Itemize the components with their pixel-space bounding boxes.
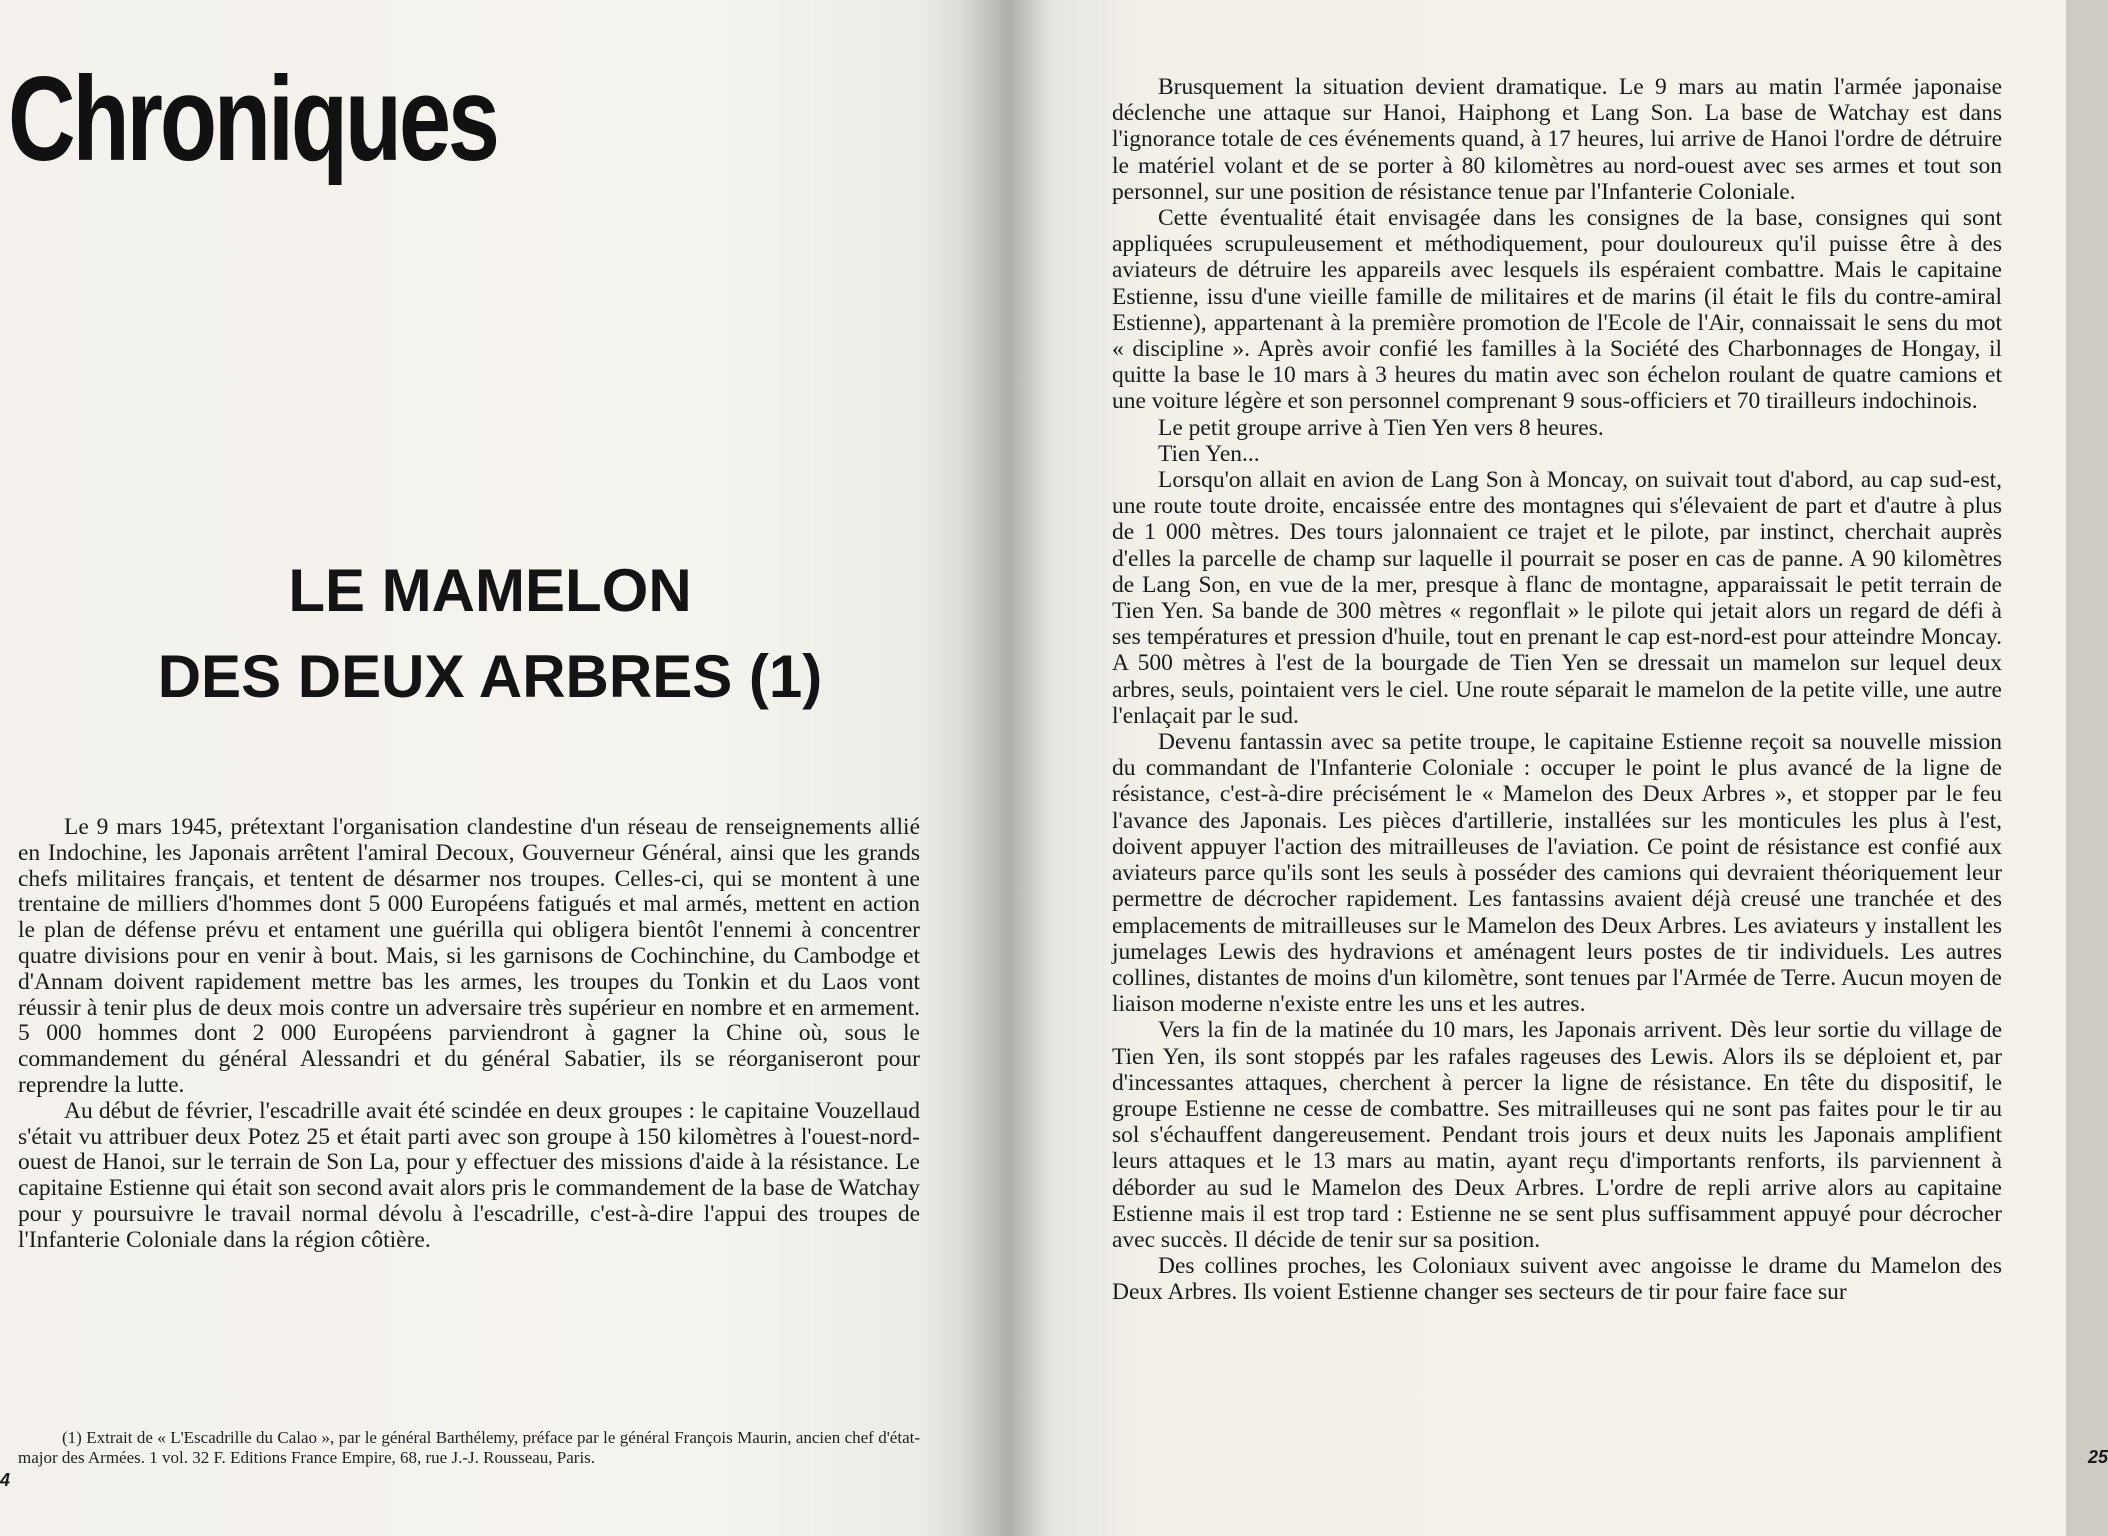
right-page — [1000, 0, 2108, 1536]
footnote-text: (1) Extrait de « L'Escadrille du Calao », par le général Barthélemy, préface par le général François Maurin, ancien chef d'état-major des Armées. 1 vol. 32 F. Editions France Empire, 68, rue J.-J. Rousseau, Paris. — [18, 1428, 920, 1467]
right-article-body — [1112, 74, 2002, 1306]
paragraph: Le petit groupe arrive à Tien Yen vers 8 heures. — [1158, 414, 1604, 441]
section-title: Chroniques — [8, 52, 497, 186]
paragraph: Devenu fantassin avec sa petite troupe, le capitaine Estienne reçoit sa nouvelle mission du commandant de l'Infanterie Coloniale : occuper le point le plus avancé de la ligne de résistance, c'est-à-dire précisément le « Mamelon des Deux Arbres », et stopper par le feu l'avance des Japonais. Les pièces d'artillerie, installées sur les monticules les plus à l'est, doivent appuyer l'action des mitrailleuses de l'aviation. Ce point de résistance est confié aux aviateurs parce qu'ils sont les seuls à posséder des camions qui devraient théoriquement leur permettre de décrocher rapidement. Les fantassins avaient déjà creusé une tranchée et des emplacements de mitrailleuses sur le Mamelon des Deux Arbres. Les aviateurs y installent les jumelages Lewis des hydravions et aménagent leurs postes de tir individuels. Les autres collines, distantes de moins d'un kilomètre, sont tenues par l'Armée de Terre. Aucun moyen de liaison moderne n'existe entre les uns et les autres. — [1112, 729, 2002, 1018]
paragraph: Le 9 mars 1945, prétextant l'organisation clandestine d'un réseau de renseignements allié en Indochine, les Japonais arrêtent l'amiral Decoux, Gouverneur Général, ainsi que les grands chefs militaires français, et tentent de désarmer nos troupes. Celles-ci, qui se montent à une trentaine de milliers d'hommes dont 5 000 Européens fatigués et mal armés, mettent en action le plan de défense prévu et entament une guérilla qui obligera bientôt l'ennemi à concentrer quatre divisions pour en venir à bout. Mais, si les garnisons de Cochinchine, du Cambodge et d'Annam doivent rapidement mettre bas les armes, les troupes du Tonkin et du Laos vont réussir à tenir plus de deux mois contre un adversaire très supérieur en nombre et en armement. 5 000 hommes dont 2 000 Européens parviendront à gagner la Chine où, sous le commandement du général Alessandri et du général Sabatier, ils se réorganiseront pour reprendre la lutte. — [18, 814, 920, 1098]
left-page — [0, 0, 1000, 1536]
left-article-body — [18, 815, 920, 1254]
article-title — [90, 548, 890, 720]
page-number-right: 25 — [2088, 1447, 2108, 1467]
paragraph: Au début de février, l'escadrille avait été scindée en deux groupes : le capitaine Vouzellaud s'était vu attribuer deux Potez 25 et était parti avec son groupe à 150 kilomètres à l'ouest-nord-ouest de Hanoi, sur le terrain de Son La, pour y effectuer des missions d'aide à la résistance. Le capitaine Estienne qui était son second avait alors pris le commandement de la base de Watchay pour y poursuivre le travail normal dévolu à l'escadrille, c'est-à-dire l'appui des troupes de l'Infanterie Coloniale dans la région côtière. — [18, 1097, 920, 1253]
footnote — [18, 1428, 920, 1467]
paragraph: Tien Yen... — [1158, 440, 1260, 467]
article-title-line-2: DES DEUX ARBRES (1) — [157, 643, 823, 710]
paragraph: Cette éventualité était envisagée dans les consignes de la base, consignes qui sont appliquées scrupuleusement et méthodiquement, pour douloureux qu'il puisse être à des aviateurs de détruire les appareils avec lesquels ils espéraient combattre. Mais le capitaine Estienne, issu d'une vieille famille de militaires et de marins (il était le fils du contre-amiral Estienne), appartenant à la première promotion de l'Ecole de l'Air, connaissait le sens du mot « discipline ». Après avoir confié les familles à la Société des Charbonnages de Hongay, il quitte la base le 10 mars à 3 heures du matin avec son échelon roulant de quatre camions et une voiture légère et son personnel comprenant 9 sous-officiers et 70 tirailleurs indochinois. — [1112, 205, 2002, 415]
paragraph: Vers la fin de la matinée du 10 mars, les Japonais arrivent. Dès leur sortie du village de Tien Yen, ils sont stoppés par les rafales rageuses des Lewis. Alors ils se déploient et, par d'incessantes attaques, cherchent à percer la ligne de résistance. En tête du dispositif, le groupe Estienne ne cesse de combattre. Ses mitrailleuses qui ne sont pas faites pour le tir au sol s'échauffent dangereusement. Pendant trois jours et deux nuits les Japonais amplifient leurs attaques et le 13 mars au matin, ayant reçu d'importants renforts, ils parviennent à déborder au sud le Mamelon des Deux Arbres. L'ordre de repli arrive alors au capitaine Estienne mais il est trop tard : Estienne ne se sent plus suffisamment appuyé pour décrocher avec succès. Il décide de tenir sur sa position. — [1112, 1017, 2002, 1253]
article-title-line-1: LE MAMELON — [288, 557, 692, 624]
paragraph: Des collines proches, les Coloniaux suivent avec angoisse le drame du Mamelon des Deux Arbres. Ils voient Estienne changer ses secteurs de tir pour faire face sur — [1112, 1253, 2002, 1306]
page-number-left: 4 — [0, 1470, 11, 1490]
paragraph: Brusquement la situation devient dramatique. Le 9 mars au matin l'armée japonaise déclenche une attaque sur Hanoi, Haiphong et Lang Son. La base de Watchay est dans l'ignorance totale de ces événements quand, à 17 heures, lui arrive de Hanoi l'ordre de détruire le matériel volant et de se porter à 80 kilomètres au nord-ouest avec ses armes et tout son personnel, sur une position de résistance tenue par l'Infanterie Coloniale. — [1112, 74, 2002, 205]
paragraph: Lorsqu'on allait en avion de Lang Son à Moncay, on suivait tout d'abord, au cap sud-est, une route toute droite, encaissée entre des montagnes qui s'élevaient de part et d'autre à plus de 1 000 mètres. Des tours jalonnaient ce trajet et le pilote, par instinct, cherchait auprès d'elles la parcelle de champ sur laquelle il pourrait se poser en cas de panne. A 90 kilomètres de Lang Son, en vue de la mer, presque à flanc de montagne, apparaissait le petit terrain de Tien Yen. Sa bande de 300 mètres « regonflait » le pilote qui jetait alors un regard de défi à ses températures et pression d'huile, tout en prenant le cap est-nord-est pour atteindre Moncay. A 500 mètres à l'est de la bourgade de Tien Yen se dressait un mamelon sur lequel deux arbres, seuls, pointaient vers le ciel. Une route séparait le mamelon de la petite ville, une autre l'enlaçait par le sud. — [1112, 467, 2002, 729]
